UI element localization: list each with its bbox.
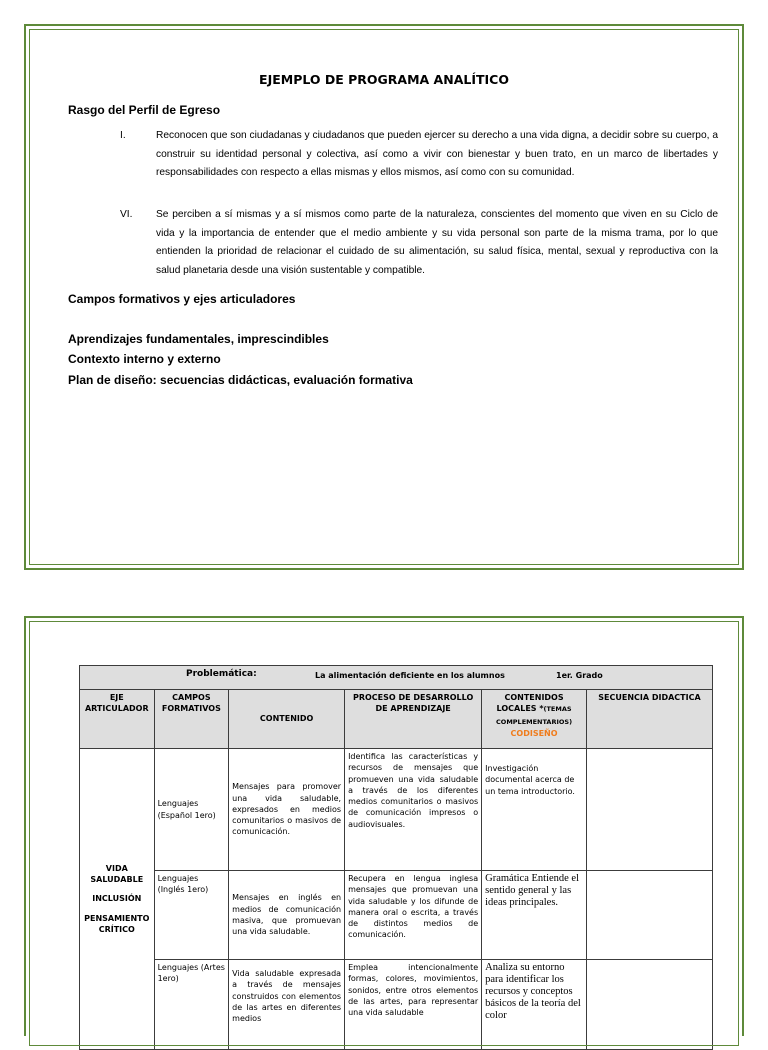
- trait-item: [68, 206, 718, 281]
- header-codiseno: CODISEÑO: [510, 728, 558, 738]
- document-page-2: [24, 616, 744, 1036]
- campo-cell: Lenguajes (Español 1ero): [154, 749, 229, 871]
- header-contenido: CONTENIDO: [229, 690, 345, 749]
- secuencia-cell: [586, 871, 712, 960]
- contenido-cell: Mensajes para promover una vida saludable, expresados en medios comunitarios o masivos de comunicación.: [229, 749, 345, 871]
- table-header-row: [80, 690, 713, 749]
- proceso-cell: Recupera en lengua inglesa mensajes que promuevan una vida saludable y los difunde de manera oral o escrita, a través de distintos medios de comunicación.: [345, 871, 482, 960]
- header-secuencia: SECUENCIA DIDACTICA: [586, 690, 712, 749]
- trait-text: Reconocen que son ciudadanas y ciudadanos que pueden ejercer su derecho a una vida digna, a decidir sobre su cuerpo, a construir su identidad personal y colectiva, así como a vivir con bienestar y buen trato, en un marco de libertades y responsabilidades con respecto a ellas mismas y ellos mismos, así como con su comunidad.: [156, 130, 718, 179]
- rasgo-heading: Rasgo del Perfil de Egreso: [68, 103, 221, 117]
- contenido-cell: Vida saludable expresada a través de mensajes construidos con elementos de las artes en diferentes medios: [229, 960, 345, 1050]
- trait-text: Se perciben a sí mismas y a sí mismos como parte de la naturaleza, conscientes del momento que viven en su Ciclo de vida y la importancia de entender que el medio ambiente y su vida personal son parte de la misma trama, por lo que entienden la prioridad de relacionar el cuidado de su alimentación, su salud física, mental, sexual y reproductiva con la salud planetaria desde una visión sustentable y compatible.: [156, 209, 718, 277]
- table-row: [80, 960, 713, 1050]
- table-row: [80, 871, 713, 960]
- locales-cell: Analiza su entorno para identificar los recursos y conceptos básicos de la teoría del color: [482, 960, 587, 1050]
- header-proceso: PROCESO DE DESARROLLO DE APRENDIZAJE: [345, 690, 482, 749]
- grado-label: 1er. Grado: [556, 671, 603, 680]
- secuencia-cell: [586, 749, 712, 871]
- proceso-cell: Emplea intencionalmente formas, colores, movimientos, sonidos, entre otros elementos de las artes, para representar una vida saludable: [345, 960, 482, 1050]
- secuencia-cell: [586, 960, 712, 1050]
- document-page-1: [24, 24, 744, 570]
- plan-heading: Plan de diseño: secuencias didácticas, evaluación formativa: [68, 373, 413, 387]
- header-locales-note: (TEMAS COMPLEMENTARIOS): [496, 705, 573, 726]
- problematica-value: La alimentación deficiente en los alumnos: [315, 671, 505, 680]
- program-table: [79, 665, 713, 1050]
- eje-line: PENSAMIENTO CRÍTICO: [84, 913, 150, 934]
- header-campos: CAMPOS FORMATIVOS: [154, 690, 229, 749]
- contexto-heading: Contexto interno y externo: [68, 352, 221, 366]
- table-row: [80, 749, 713, 871]
- header-locales: [482, 690, 587, 749]
- eje-cell: [80, 749, 155, 1050]
- contenido-cell: Mensajes en inglés en medios de comunicación masiva, que promuevan una vida saludable.: [229, 871, 345, 960]
- problematica-label: Problemática:: [186, 669, 257, 679]
- locales-cell: Gramática Entiende el sentido general y las ideas principales.: [482, 871, 587, 960]
- campos-heading: Campos formativos y ejes articuladores: [68, 292, 296, 306]
- campo-cell: Lenguajes (Inglés 1ero): [154, 871, 229, 960]
- eje-line: VIDA SALUDABLE: [90, 863, 144, 885]
- trait-number: I.: [120, 130, 126, 141]
- header-locales-label: CONTENIDOS LOCALES *: [496, 693, 564, 714]
- proceso-cell: Identifica las características y recursos de mensajes que promueven una vida saludable a través de los diferentes medios comunitarios o masivos de comunicación impresos o audiovisuales.: [345, 749, 482, 871]
- trait-number: VI.: [120, 209, 133, 220]
- locales-cell: Investigación documental acerca de un tema introductorio.: [482, 749, 587, 871]
- eje-line: INCLUSIÓN: [92, 894, 142, 904]
- problematica-row: [80, 666, 713, 690]
- trait-item: [68, 127, 718, 183]
- campo-cell: Lenguajes (Artes 1ero): [154, 960, 229, 1050]
- document-title: EJEMPLO DE PROGRAMA ANALÍTICO: [259, 72, 509, 87]
- aprendizajes-heading: Aprendizajes fundamentales, imprescindibles: [68, 332, 329, 346]
- header-eje: EJE ARTICULADOR: [80, 690, 155, 749]
